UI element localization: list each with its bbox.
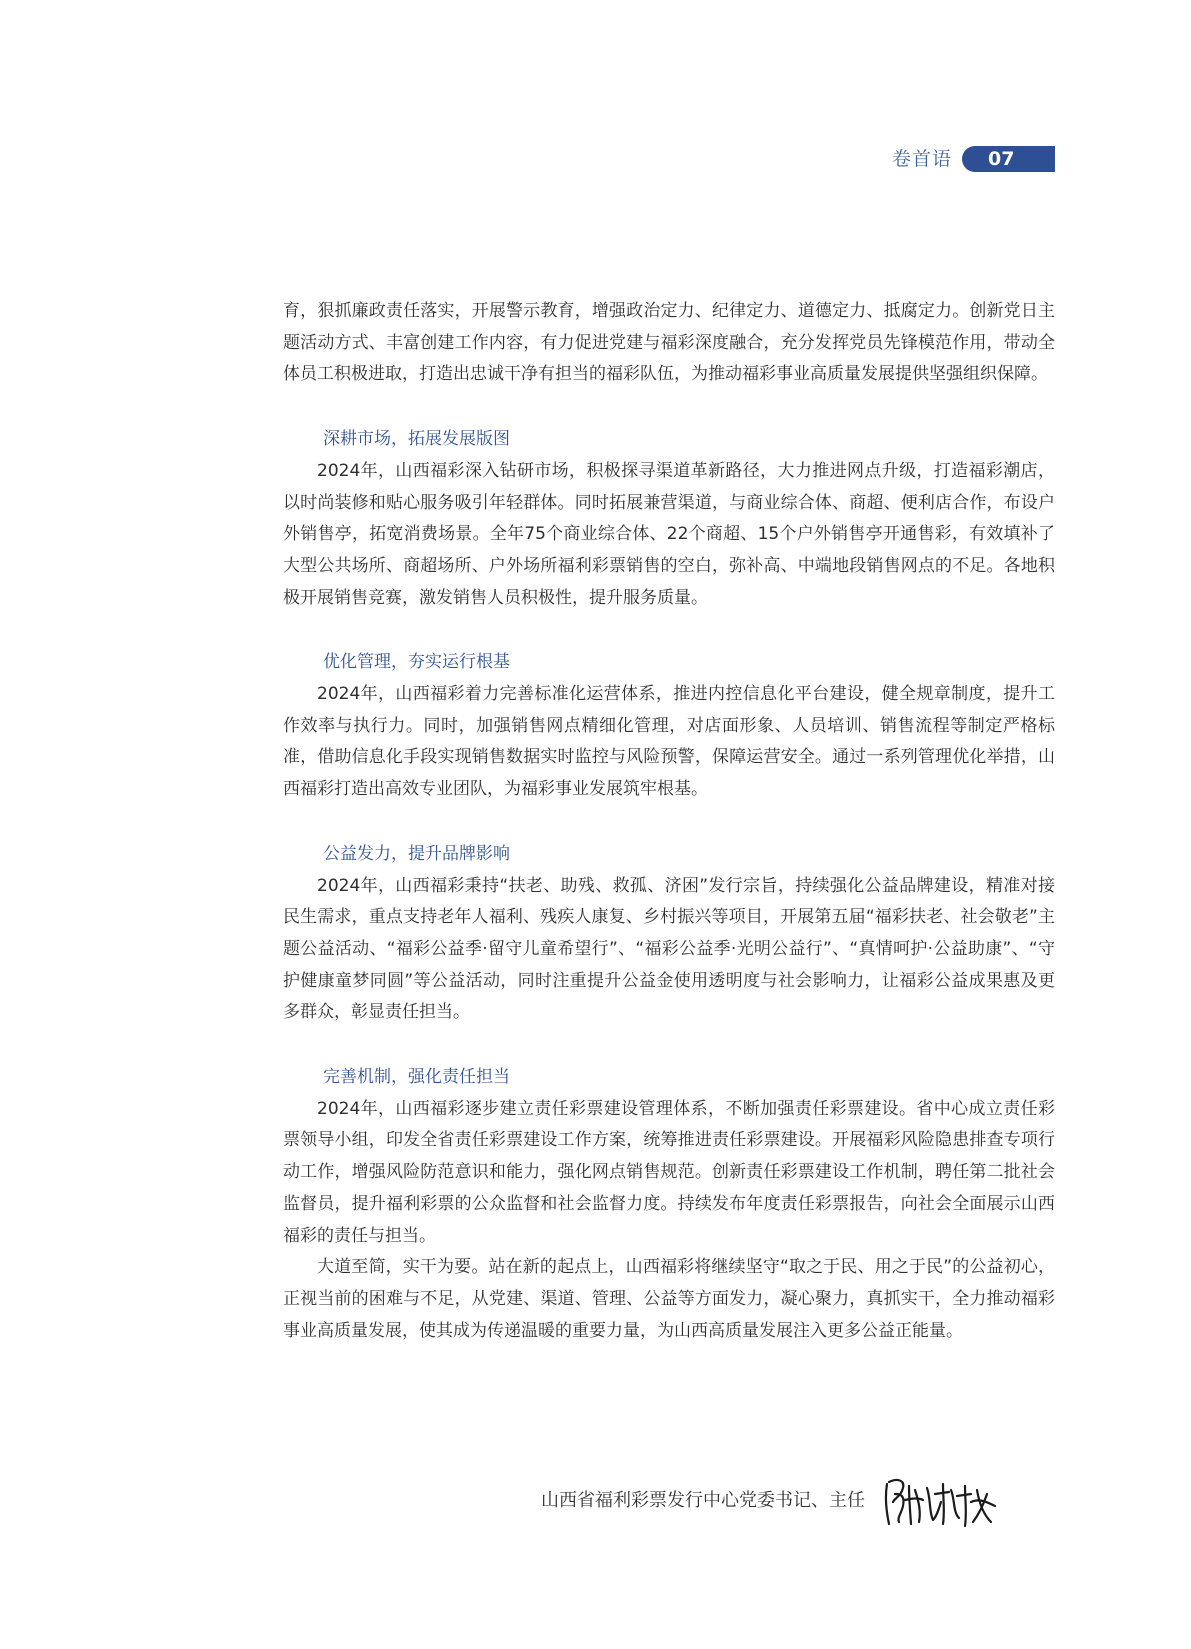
section-paragraph: 2024年，山西福彩深入钻研市场，积极探寻渠道革新路径，大力推进网点升级，打造福彩潮店，以时尚装修和贴心服务吸引年轻群体。同时拓展兼营渠道，与商业综合体、商超、便利店合作，布设户外销售亭，拓宽消费场景。全年75个商业综合体、22个商超、15个户外销售亭开通售彩，有效填补了大型公共场所、商超场所、户外场所福利彩票销售的空白，弥补高、中端地段销售网点的不足。各地积极开展销售竞赛，激发销售人员积极性，提升服务质量。 [283, 460, 1055, 608]
handwritten-signature [879, 1472, 1009, 1530]
section-management [283, 647, 1055, 806]
section-heading: 公益发力，提升品牌影响 [323, 843, 510, 864]
section-paragraph: 2024年，山西福彩逐步建立责任彩票建设管理体系，不断加强责任彩票建设。省中心成立责任彩票领导小组，印发全省责任彩票建设工作方案，统筹推进责任彩票建设。开展福彩风险隐患排查专项行动工作，增强风险防范意识和能力，强化网点销售规范。创新责任彩票建设工作机制，聘任第二批社会监督员，提升福利彩票的公众监督和社会监督力度。持续发布年度责任彩票报告，向社会全面展示山西福彩的责任与担当。 [283, 1098, 1055, 1246]
section-market [283, 424, 1055, 614]
section-paragraph: 2024年，山西福彩着力完善标准化运营体系，推进内控信息化平台建设，健全规章制度，提升工作效率与执行力。同时，加强销售网点精细化管理，对店面形象、人员培训、销售流程等制定严格标准，借助信息化手段实现销售数据实时监控与风险预警，保障运营安全。通过一系列管理优化举措，山西福彩打造出高效专业团队，为福彩事业发展筑牢根基。 [283, 684, 1055, 800]
closing-paragraph: 大道至简，实干为要。站在新的起点上，山西福彩将继续坚守“取之于民、用之于民”的公益初心，正视当前的困难与不足，从党建、渠道、管理、公益等方面发力，凝心聚力，真抓实干，全力推动福彩事业高质量发展，使其成为传递温暖的重要力量，为山西高质量发展注入更多公益正能量。 [283, 1257, 1055, 1341]
section-title: 卷首语 [891, 148, 952, 170]
page-number-badge: 07 [962, 146, 1055, 172]
section-heading: 完善机制，强化责任担当 [323, 1067, 510, 1088]
section-public-welfare [283, 839, 1055, 1029]
section-paragraph: 2024年，山西福彩秉持“扶老、助残、救孤、济困”发行宗旨，持续强化公益品牌建设，精准对接民生需求，重点支持老年人福利、残疾人康复、乡村振兴等项目，开展第五届“福彩扶老、社会敬老”主题公益活动、“福彩公益季·留守儿童希望行”、“福彩公益季·光明公益行”、“真情呵护·公益助康”、“守护健康童梦同圆”等公益活动，同时注重提升公益金使用透明度与社会影响力，让福彩公益成果惠及更多群众，彰显责任担当。 [283, 875, 1055, 1023]
page-header [892, 146, 1055, 172]
intro-paragraph: 育，狠抓廉政责任落实，开展警示教育，增强政治定力、纪律定力、道德定力、抵腐定力。创新党日主题活动方式、丰富创建工作内容，有力促进党建与福彩深度融合，充分发挥党员先锋模范作用，带动全体员工积极进取，打造出忠诚干净有担当的福彩队伍，为推动福彩事业高质量发展提供坚强组织保障。 [283, 301, 1055, 385]
signature-title: 山西省福利彩票发行中心党委书记、主任 [541, 1490, 865, 1511]
section-heading: 深耕市场，拓展发展版图 [323, 429, 510, 450]
section-heading: 优化管理，夯实运行根基 [323, 652, 510, 673]
section-responsibility [283, 1062, 1055, 1347]
signature-block [541, 1472, 1009, 1530]
article-body [283, 296, 1055, 1347]
